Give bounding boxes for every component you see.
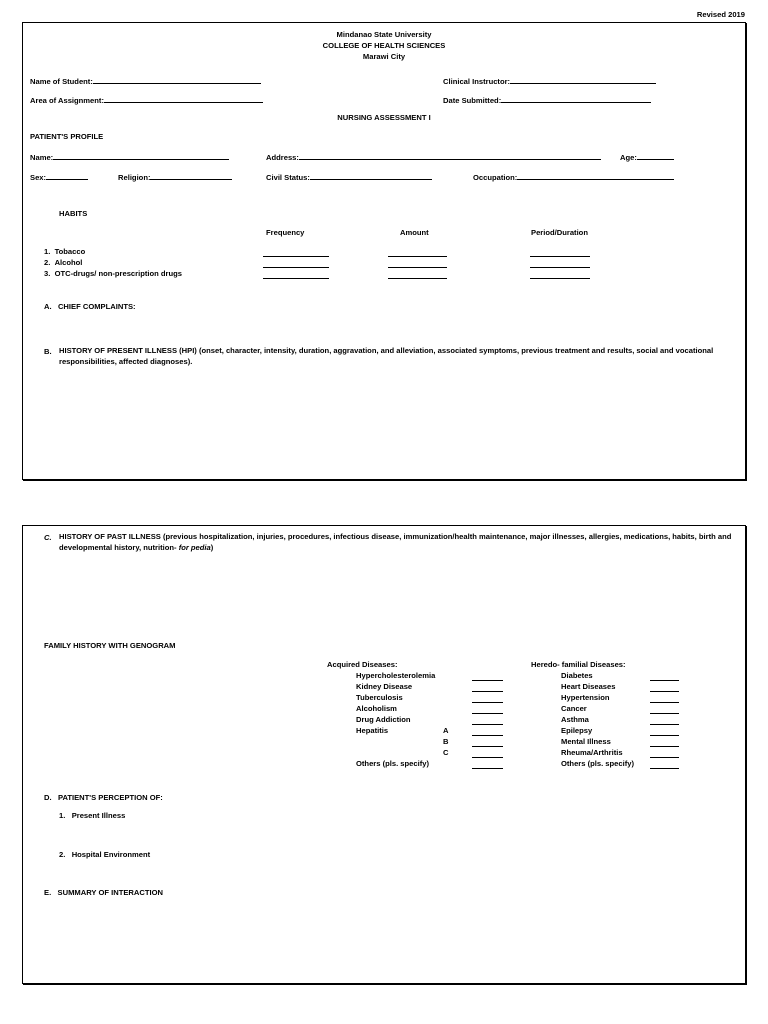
college-name: COLLEGE OF HEALTH SCIENCES [322,41,446,50]
acquired-line[interactable] [472,713,503,714]
religion-field: Religion: [118,171,232,182]
heredo-item: Cancer [561,704,587,713]
heredo-line[interactable] [650,702,679,703]
habits-heading: HABITS [59,209,88,218]
date-submitted-line[interactable] [501,94,651,103]
area-of-assignment-line[interactable] [104,94,263,103]
revision-note: Revised 2019 [696,10,745,19]
acquired-item: Hypercholesterolemia [356,671,436,680]
habit-item-otc: 3. OTC-drugs/ non-prescription drugs [44,269,182,278]
hepatitis-type-c: C [443,748,449,757]
age-line[interactable] [637,151,674,160]
family-history-heading: FAMILY HISTORY WITH GENOGRAM [44,641,176,650]
acquired-item: Kidney Disease [356,682,413,691]
heredo-line[interactable] [650,680,679,681]
heredo-line[interactable] [650,757,679,758]
date-submitted-field: Date Submitted: [443,94,651,105]
acquired-item: Hepatitis [356,726,389,735]
address-field: Address: [266,151,601,162]
city-name: Marawi City [362,52,406,61]
heredo-item: Diabetes [561,671,593,680]
heredo-item: Asthma [561,715,589,724]
civil-status-line[interactable] [310,171,432,180]
heredo-line[interactable] [650,724,679,725]
acquired-line[interactable] [472,702,503,703]
acquired-item: Drug Addiction [356,715,411,724]
clinical-instructor-field: Clinical Instructor: [443,75,656,86]
acquired-line[interactable] [472,768,503,769]
occupation-field: Occupation: [473,171,674,182]
habit-line[interactable] [263,278,329,279]
summary-of-interaction-heading: E. SUMMARY OF INTERACTION [44,888,163,897]
habit-line[interactable] [530,278,590,279]
heredo-line[interactable] [650,768,679,769]
area-of-assignment-field: Area of Assignment: [30,94,263,105]
acquired-diseases-heading: Acquired Diseases: [327,660,398,669]
sex-line[interactable] [46,171,88,180]
chief-complaints-heading: A. CHIEF COMPLAINTS: [44,302,136,311]
acquired-line[interactable] [472,680,503,681]
sex-field: Sex: [30,171,88,182]
heredo-diseases-heading: Heredo- familial Diseases: [531,660,626,669]
acquired-item: Alcoholism [356,704,397,713]
patient-name-field: Name: [30,151,229,162]
acquired-line[interactable] [472,735,503,736]
religion-line[interactable] [150,171,232,180]
patient-profile-heading: PATIENT'S PROFILE [30,132,104,141]
section-b-letter: B. [44,347,52,356]
habit-line[interactable] [388,267,447,268]
heredo-line[interactable] [650,735,679,736]
occupation-line[interactable] [517,171,674,180]
perception-heading: D. PATIENT'S PERCEPTION OF: [44,793,163,802]
hepatitis-type-b: B [443,737,449,746]
habit-line[interactable] [263,256,329,257]
heredo-item: Rheuma/Arthritis [561,748,623,757]
acquired-line[interactable] [472,757,503,758]
acquired-others: Others (pls. specify) [356,759,430,768]
heredo-line[interactable] [650,713,679,714]
heredo-line[interactable] [650,691,679,692]
habit-item-alcohol: 2. Alcohol [44,258,83,267]
hpi-heading: HISTORY OF PRESENT ILLNESS (HPI) (onset, character, intensity, duration, aggravation, and alleviation, associated symptoms, previous treatment and results, social and vocational responsibilities, affected diagnoses). [59,346,714,366]
university-name: Mindanao State University [336,30,432,39]
heredo-item: Hypertension [561,693,610,702]
form-page-1 [22,22,746,480]
period-column-header: Period/Duration [531,228,588,237]
form-title: NURSING ASSESSMENT I [337,113,431,122]
past-illness-heading: HISTORY OF PAST ILLNESS (previous hospitalization, injuries, procedures, infectious disease, immunization/health maintenance, major illnesses, allergies, medications, habits, birth and developmental history, nutrition- for pedia) [59,532,732,552]
habit-line[interactable] [388,256,447,257]
name-of-student-line[interactable] [93,75,261,84]
hepatitis-type-a: A [443,726,449,735]
frequency-column-header: Frequency [266,228,305,237]
name-of-student-field: Name of Student: [30,75,261,86]
habit-line[interactable] [263,267,329,268]
acquired-line[interactable] [472,746,503,747]
habit-line[interactable] [388,278,447,279]
perception-item-present-illness: 1. Present Illness [59,811,126,820]
acquired-item: Tuberculosis [356,693,403,702]
section-c-letter: C. [44,533,52,542]
address-line[interactable] [299,151,601,160]
heredo-item: Heart Diseases [561,682,616,691]
habit-line[interactable] [530,267,590,268]
civil-status-field: Civil Status: [266,171,432,182]
habit-line[interactable] [530,256,590,257]
acquired-line[interactable] [472,724,503,725]
age-field: Age: [620,151,674,162]
clinical-instructor-line[interactable] [510,75,656,84]
heredo-item: Others (pls. specify) [561,759,635,768]
perception-item-hospital-environment: 2. Hospital Environment [59,850,151,859]
patient-name-line[interactable] [53,151,229,160]
heredo-item: Epilepsy [561,726,593,735]
amount-column-header: Amount [400,228,429,237]
acquired-line[interactable] [472,691,503,692]
heredo-item: Mental Illness [561,737,611,746]
form-page-2 [22,525,746,984]
heredo-line[interactable] [650,746,679,747]
habit-item-tobacco: 1. Tobacco [44,247,86,256]
